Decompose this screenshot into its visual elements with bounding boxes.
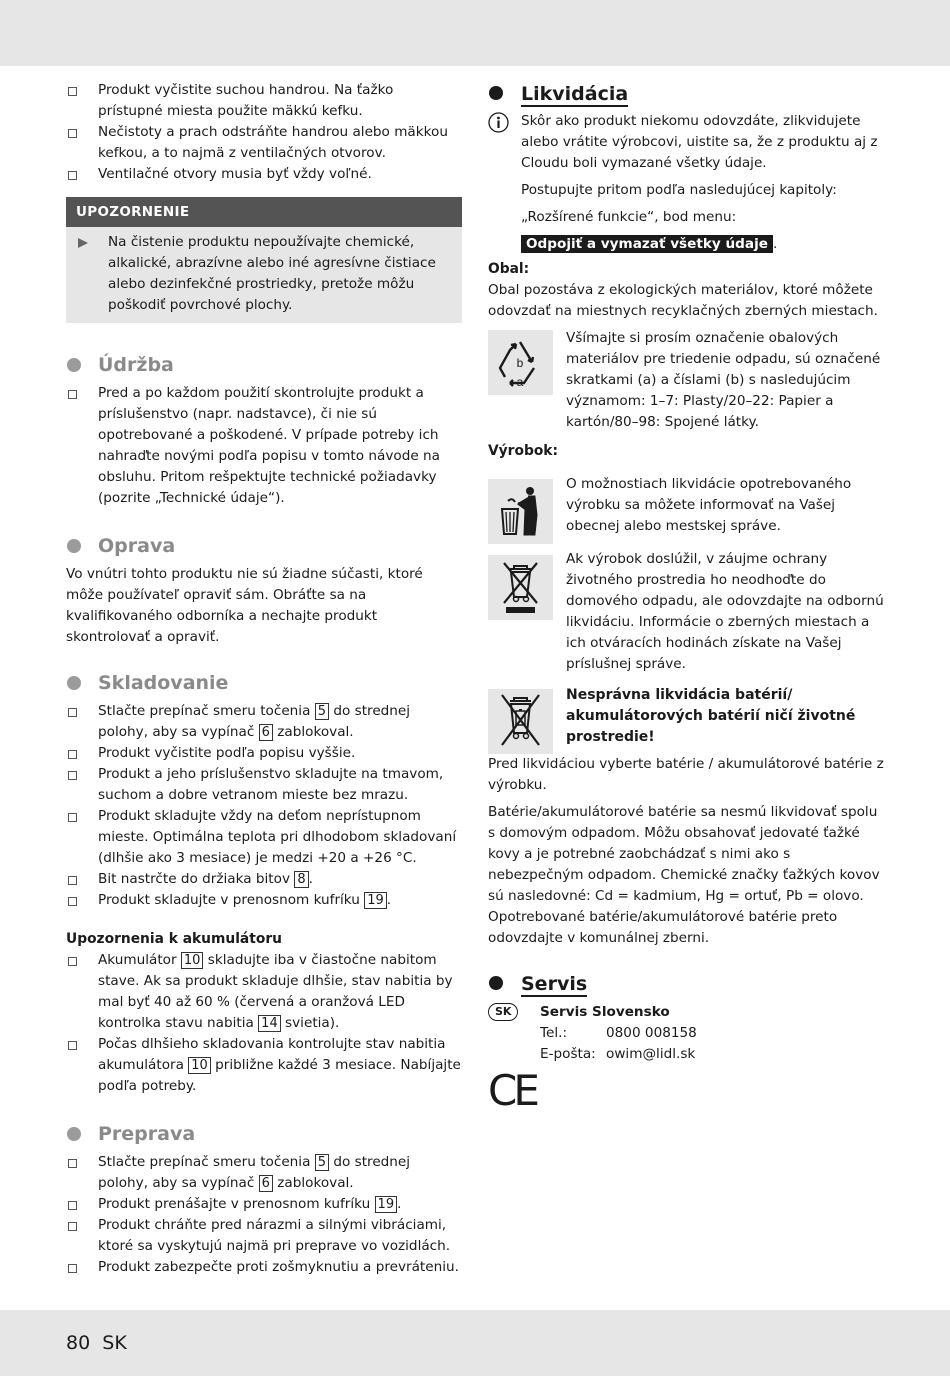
crossed-battery-bin-icon xyxy=(488,689,553,754)
trash-block xyxy=(488,474,884,539)
bullet-dot-icon xyxy=(67,1127,81,1141)
info-note xyxy=(488,111,884,255)
reference-number: 5 xyxy=(315,703,329,720)
email-label: E-pošta: xyxy=(540,1046,596,1062)
bullet-dot-icon xyxy=(489,86,503,100)
text: . xyxy=(386,892,392,908)
reference-number: 6 xyxy=(259,724,273,741)
right-column xyxy=(488,80,884,1115)
ce-mark: CE xyxy=(488,1066,536,1115)
list-item xyxy=(66,869,462,890)
recycle-b-label: b xyxy=(516,356,524,370)
menu-item-line xyxy=(521,234,884,255)
list-item-text: Produkt chráňte pred nárazmi a silnými vibráciami, ktoré sa vyskytujú najmä pri preprave vo vozidlách. xyxy=(98,1217,451,1254)
section-heading-udrzba xyxy=(66,352,462,378)
tel-label: Tel.: xyxy=(540,1025,568,1041)
text: do strednej polohy, aby sa vypínač xyxy=(98,703,411,740)
battery-warning-block xyxy=(488,685,884,750)
section-title: Servis xyxy=(521,973,588,995)
text: približne každé 3 mesiace. Nabíjajte podľa potreby. xyxy=(98,1057,461,1094)
list-item xyxy=(66,950,462,1034)
recycle-icon xyxy=(488,330,553,395)
text: Produkt prenášajte v prenosnom kufríku xyxy=(98,1196,371,1212)
text: skladujte iba v čiastočne nabitom stave. Ak sa produkt skladuje dlhšie, stav nabitia by mal byť 40 až 60 % (červená a oranžová LED kontrolka stavu nabitia xyxy=(98,952,453,1031)
weee-block xyxy=(488,549,884,675)
list-item xyxy=(66,164,462,185)
obal-title: Obal: xyxy=(488,261,530,277)
email-value: owim@lidl.sk xyxy=(606,1046,696,1062)
reference-number: 10 xyxy=(181,952,204,969)
menu-text: „Rozšírené funkcie“, bod menu: xyxy=(521,209,737,225)
list-item xyxy=(66,806,462,869)
battery-warning-text: Nesprávna likvidácia batérií/ akumulátorových batérií ničí životné prostredie! xyxy=(566,687,856,745)
reference-number: 6 xyxy=(259,1175,273,1192)
recycle-text: Všímajte si prosím označenie obalových materiálov pre triedenie odpadu, sú označené skratkami (a) a číslami (b) s nasledujúcim významom: 1–7: Plasty/20–22: Papier a kartón/80–98: Spojené látky. xyxy=(566,330,881,430)
subsection-title: Upozornenia k akumulátoru xyxy=(66,931,282,947)
section-title: Skladovanie xyxy=(98,672,229,694)
list-item xyxy=(66,122,462,164)
email-row xyxy=(540,1044,884,1065)
text: Bit nastrčte do držiaka bitov xyxy=(98,871,290,887)
vyrobok-text-2: Ak výrobok doslúžil, v záujme ochrany životného prostredia ho neodhoďte do domového odpadu, ale odovzdajte na odbornú likvidáciu. Informácie o zberných miestach a ich otváracích hodinách získate na Vašej príslušnej správe. xyxy=(566,551,884,672)
list-item-text: Pred a po každom použití skontrolujte produkt a príslušenstvo (napr. nadstavce), či nie sú opotrebované a poškodené. V prípade potreby ich nahraďte novými podľa popisu v tomto návode na obsluhu. Pritom rešpektujte technické požiadavky (pozrite „Technické údaje“). xyxy=(98,385,440,506)
follow-text: Postupujte pritom podľa nasledujúcej kapitoly: xyxy=(521,182,837,198)
list-item xyxy=(66,701,462,743)
warning-text: Na čistenie produktu nepoužívajte chemické, alkalické, abrazívne alebo iné agresívne čistiace alebo dezinfekčné prostriedky, pretože môžu poškodiť povrchové plochy. xyxy=(108,234,436,313)
list-item xyxy=(66,764,462,806)
section-heading-oprava xyxy=(66,533,462,559)
top-band xyxy=(0,0,950,66)
text: . xyxy=(772,236,778,252)
reference-number: 10 xyxy=(188,1057,211,1074)
left-column xyxy=(66,80,462,1278)
menu-item-highlight: Odpojiť a vymazať všetky údaje xyxy=(521,235,773,253)
reference-number: 19 xyxy=(375,1196,398,1213)
bullet-dot-icon xyxy=(67,676,81,690)
page-number: 80 xyxy=(66,1332,91,1354)
text: Stlačte prepínač smeru točenia xyxy=(98,703,311,719)
crossed-bin-icon xyxy=(488,555,553,620)
list-item-text: Produkt zabezpečte proti zošmyknutiu a prevráteniu. xyxy=(98,1259,459,1275)
section-heading-servis xyxy=(488,971,884,997)
service-contact xyxy=(488,1002,884,1065)
text: . xyxy=(308,871,313,887)
text: Produkt skladujte v prenosnom kufríku xyxy=(98,892,360,908)
list-item-text: Produkt vyčistite suchou handrou. Na ťažko prístupné miesta použite mäkkú kefku. xyxy=(98,82,394,119)
vyrobok-text-1: O možnostiach likvidácie opotrebovaného výrobku sa môžete informovať na Vašej obecnej alebo mestskej správe. xyxy=(566,476,852,534)
section-title: Likvidácia xyxy=(521,83,629,105)
warning-title: UPOZORNENIE xyxy=(66,197,462,227)
warning-box xyxy=(66,197,462,323)
page-footer xyxy=(66,1330,127,1356)
text: do strednej polohy, aby sa vypínač xyxy=(98,1154,411,1191)
reference-number: 19 xyxy=(364,892,387,909)
reference-number: 5 xyxy=(315,1154,329,1171)
list-item xyxy=(66,1194,462,1215)
section-heading-likvidacia xyxy=(488,81,884,107)
vyrobok-title: Výrobok: xyxy=(488,443,559,459)
list-item xyxy=(66,1034,462,1097)
section-title: Oprava xyxy=(98,535,176,557)
info-text: Skôr ako produkt niekomu odovzdáte, zlikvidujete alebo vrátite výrobcovi, uistite sa, že z produktu aj z Cloudu boli vymazané všetky údaje. xyxy=(521,113,878,171)
recycle-a-label: a xyxy=(516,375,524,389)
list-item xyxy=(66,383,462,509)
battery-text-2: Batérie/akumulátorové batérie sa nesmú likvidovať spolu s domovým odpadom. Môžu obsahovať jedovaté ťažké kovy a je potrebné zaobchádzať s nimi ako s nebezpečným odpadom. Chemické značky ťažkých kovov sú nasledovné: Cd = kadmium, Hg = ortuť, Pb = olovo. Opotrebované batérie/akumulátorové batérie preto odovzdajte v komunálnej zberni. xyxy=(488,804,880,946)
reference-number: 14 xyxy=(258,1015,281,1032)
text: Počas dlhšieho skladovania kontrolujte stav nabitia akumulátora xyxy=(98,1036,446,1073)
text: Akumulátor xyxy=(98,952,177,968)
reference-number: 8 xyxy=(294,871,308,888)
list-item xyxy=(66,890,462,911)
bottom-band xyxy=(0,1310,950,1376)
country-badge: SK xyxy=(488,1003,518,1021)
list-item xyxy=(66,743,462,764)
list-item xyxy=(66,1257,462,1278)
list-item-text: Nečistoty a prach odstráňte handrou alebo mäkkou kefkou, a to najmä z ventilačných otvorov. xyxy=(98,124,448,161)
text: zablokoval. xyxy=(277,724,354,740)
service-name: Servis Slovensko xyxy=(540,1004,670,1020)
recycle-block xyxy=(488,328,884,433)
list-item xyxy=(66,1215,462,1257)
list-item xyxy=(66,1152,462,1194)
bullet-dot-icon xyxy=(67,358,81,372)
list-item-text: Produkt vyčistite podľa popisu vyššie. xyxy=(98,745,356,761)
warning-body xyxy=(66,227,462,316)
list-item xyxy=(66,80,462,122)
tel-value: 0800 008158 xyxy=(606,1025,697,1041)
text: svietia). xyxy=(285,1015,340,1031)
text: zablokoval. xyxy=(277,1175,354,1191)
section-heading-preprava xyxy=(66,1121,462,1147)
bullet-dot-icon xyxy=(489,976,503,990)
section-title: Údržba xyxy=(98,354,174,376)
obal-text: Obal pozostáva z ekologických materiálov, ktoré môžete odovzdať na miestnych recyklačných zberných miestach. xyxy=(488,282,878,319)
info-icon xyxy=(488,112,509,133)
tel-row xyxy=(540,1023,884,1044)
text: . xyxy=(397,1196,402,1212)
section-heading-skladovanie xyxy=(66,670,462,696)
bullet-dot-icon xyxy=(67,539,81,553)
arrow-icon xyxy=(78,238,88,248)
trash-person-icon xyxy=(488,479,553,544)
paragraph: Vo vnútri tohto produktu nie sú žiadne súčasti, ktoré môže používateľ opraviť sám. Obráťte sa na kvalifikovaného odborníka a nechajte produkt skontrolovať a opraviť. xyxy=(66,566,423,645)
list-item-text: Ventilačné otvory musia byť vždy voľné. xyxy=(98,166,372,182)
section-title: Preprava xyxy=(98,1123,196,1145)
list-item-text: Produkt skladujte vždy na deťom neprístupnom mieste. Optimálna teplota pri dlhodobom skladovaní (dlhšie ako 3 mesiace) je medzi +20 a +26 °C. xyxy=(98,808,457,866)
language-code: SK xyxy=(102,1332,127,1354)
text: Stlačte prepínač smeru točenia xyxy=(98,1154,311,1170)
battery-text-1: Pred likvidáciou vyberte batérie / akumulátorové batérie z výrobku. xyxy=(488,756,884,793)
list-item-text: Produkt a jeho príslušenstvo skladujte na tmavom, suchom a dobre vetranom mieste bez mrazu. xyxy=(98,766,444,803)
